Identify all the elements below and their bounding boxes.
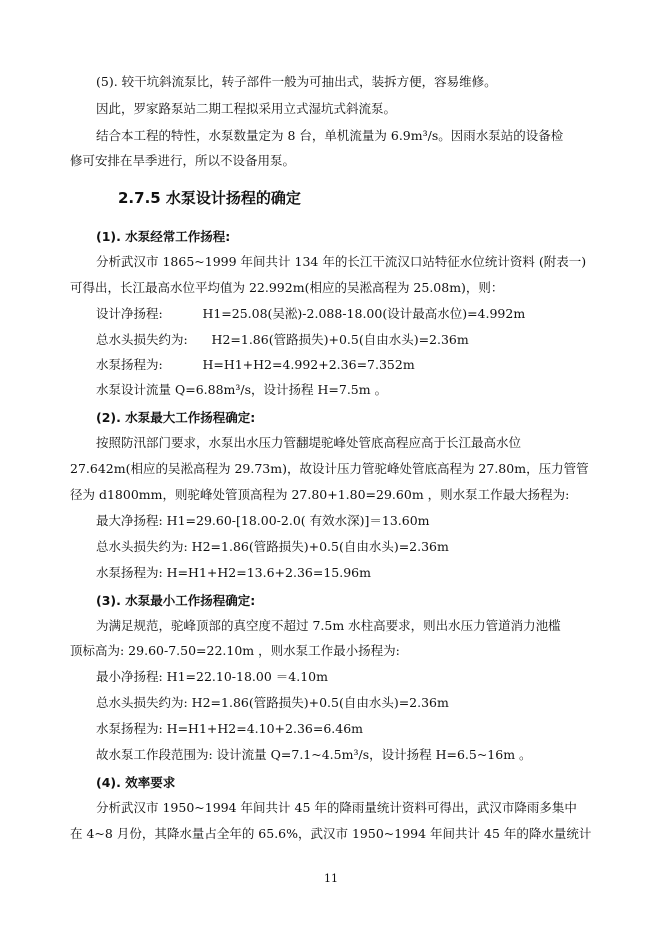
text-line: 27.642m(相应的吴淞高程为 29.73m)，故设计压力管驼峰处管底高程为 27.80m，压力管管	[70, 461, 589, 476]
text-line: 在 4~8 月份，其降水量占全年的 65.6%，武汉市 1950~1994 年间共计 45 年的降水量统计	[70, 826, 592, 841]
text-line: 总水头损失约为: H2=1.86(管路损失)+0.5(自由水头)=2.36m	[96, 539, 449, 554]
text-line: 设计净扬程: H1=25.08(吴淞)-2.088-18.00(设计最高水位)=4.992m	[96, 306, 526, 321]
text-line: 分析武汉市 1865~1999 年间共计 134 年的长江干流汉口站特征水位统计资料 (附表一)	[96, 254, 587, 269]
subsection-title-2: (2). 水泵最大工作扬程确定:	[96, 410, 256, 425]
text-line: 最小净扬程: H1=22.10-18.00 ＝4.10m	[96, 669, 328, 684]
text-line: 水泵设计流量 Q=6.88m³/s，设计扬程 H=7.5m 。	[96, 382, 388, 397]
text-line: 最大净扬程: H1=29.60-[18.00-2.0( 有效水深)]＝13.60m	[96, 513, 430, 528]
text-line: 径为 d1800mm，则驼峰处管顶高程为 27.80+1.80=29.60m ，则水泵工作最大扬程为:	[70, 487, 570, 502]
text-line: 按照防汛部门要求，水泵出水压力管翻堤驼峰处管底高程应高于长江最高水位	[96, 435, 522, 450]
subsection-title-3: (3). 水泵最小工作扬程确定:	[96, 593, 256, 608]
subsection-title-1: (1). 水泵经常工作扬程:	[96, 229, 231, 244]
text-line: 水泵扬程为: H=H1+H2=4.992+2.36=7.352m	[96, 357, 415, 372]
text-line: 可得出，长江最高水位平均值为 22.992m(相应的吴淞高程为 25.08m)，则：	[70, 280, 504, 295]
text-line: (5). 较干坑斜流泵比，转子部件一般为可抽出式，装拆方便，容易维修。	[96, 74, 497, 89]
page-number: 11	[324, 872, 338, 885]
text-line: 因此，罗家路泵站二期工程拟采用立式湿坑式斜流泵。	[96, 101, 397, 116]
text-line: 故水泵工作段范围为: 设计流量 Q=7.1~4.5m³/s，设计扬程 H=6.5~16m 。	[96, 747, 532, 762]
text-line: 分析武汉市 1950~1994 年间共计 45 年的降雨量统计资料可得出，武汉市降雨多集中	[96, 800, 577, 815]
subsection-title-4: (4). 效率要求	[96, 775, 176, 790]
text-line: 总水头损失约为: H2=1.86(管路损失)+0.5(自由水头)=2.36m	[96, 332, 469, 347]
text-line: 结合本工程的特性，水泵数量定为 8 台，单机流量为 6.9m³/s。因雨水泵站的设备检	[96, 128, 564, 143]
text-line: 修可安排在旱季进行，所以不设备用泵。	[70, 153, 296, 168]
text-line: 顶标高为: 29.60-7.50=22.10m ，则水泵工作最小扬程为:	[70, 643, 400, 658]
text-line: 水泵扬程为: H=H1+H2=13.6+2.36=15.96m	[96, 565, 371, 580]
section-title: 2.7.5 水泵设计扬程的确定	[118, 189, 301, 207]
text-line: 水泵扬程为: H=H1+H2=4.10+2.36=6.46m	[96, 721, 364, 736]
text-line: 为满足规范，驼峰顶部的真空度不超过 7.5m 水柱高要求，则出水压力管道消力池槛	[96, 618, 561, 633]
text-line: 总水头损失约为: H2=1.86(管路损失)+0.5(自由水头)=2.36m	[96, 695, 449, 710]
